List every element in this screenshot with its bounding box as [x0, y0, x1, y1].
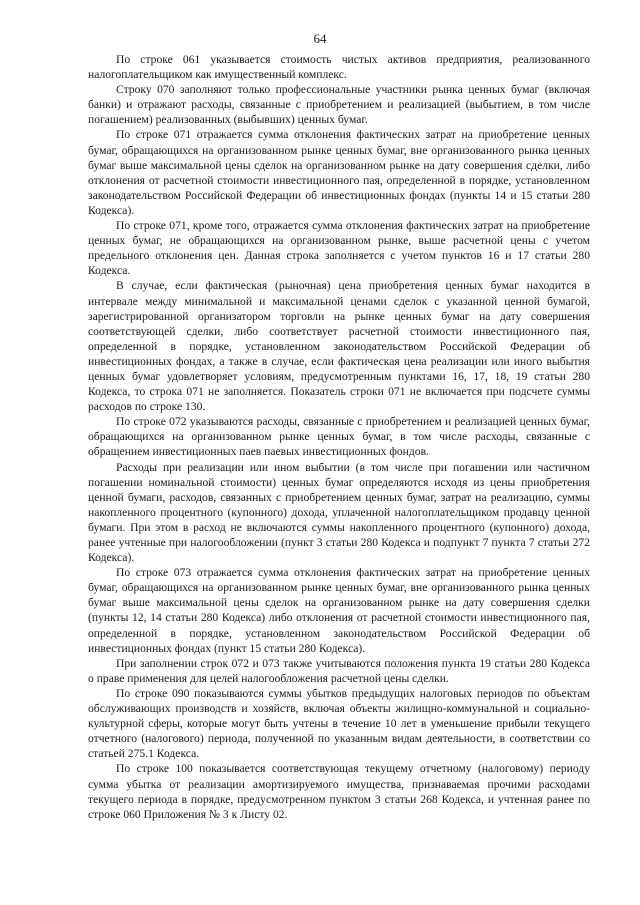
paragraph-market-price-case: В случае, если фактическая (рыночная) цена приобретения ценных бумаг находится в интервале между минимальной и максимальной ценами сделок с указанной ценной бумагой, зарегистрированной организатором торговли на рынке ценных бумаг на дату совершения соответствующей сделки, либо соответствует расчетной стоимости инвестиционного пая, определенной в порядке, установленном законодательством Российской Федерации об инвестиционных фондах, а также в случае, если фактическая цена реализации или иного выбытия ценных бумаг удовлетворяет условиям, предусмотренным пунктами 16, 17, 18, 19 статьи 280 Кодекса, то строка 071 не заполняется. Показатель строки 071 не включается при подсчете суммы расходов по строке 130. [88, 279, 590, 414]
paragraph-line-071-additional: По строке 071, кроме того, отражается сумма отклонения фактических затрат на приобретение ценных бумаг, не обращающихся на организованном рынке, выше расчетной цены с учетом предельного отклонения цен. Данная строка заполняется с учетом пунктов 16 и 17 статьи 280 Кодекса. [88, 219, 590, 278]
paragraph-line-090: По строке 090 показываются суммы убытков предыдущих налоговых периодов по объектам обслуживающих производств и хозяйств, включая объекты жилищно-коммунальной и социально-культурной сферы, которые могут быть учтены в течение 10 лет в уменьшение прибыли текущего отчетного (налогового) периода, полученной по указанным видам деятельности, в соответствии со статьей 275.1 Кодекса. [88, 686, 590, 761]
page-number: 64 [313, 31, 327, 46]
paragraph-line-061: По строке 061 указывается стоимость чистых активов предприятия, реализованного налогоплательщиком как имущественный комплекс. [88, 53, 590, 82]
paragraph-disposal-expenses: Расходы при реализации или ином выбытии (в том числе при погашении или частичном погашении номинальной стоимости) ценных бумаг определяются исходя из цены приобретения ценной бумаги, расходов, связанных с приобретением ценных бумаг, затрат на реализацию, суммы накопленного процентного (купонного) дохода, уплаченной налогоплательщиком продавцу ценной бумаги. При этом в расход не включаются суммы накопленного процентного (купонного) дохода, ранее учтенные при налогообложении (пункт 3 статьи 280 Кодекса и подпункт 7 пункта 7 статьи 272 Кодекса). [88, 460, 590, 565]
paragraph-lines-072-073: При заполнении строк 072 и 073 также учитываются положения пункта 19 статьи 280 Кодекса о праве применения для целей налогообложения расчетной цены сделки. [88, 656, 590, 685]
document-body [88, 52, 590, 822]
paragraph-line-071: По строке 071 отражается сумма отклонения фактических затрат на приобретение ценных бумаг, обращающихся на организованном рынке ценных бумаг, вне организованного рынка ценных бумаг выше максимальной цены сделок на организованном рынке на дату совершения сделки, либо отклонения от расчетной стоимости инвестиционного пая, определенной в порядке, установленном законодательством Российской Федерации об инвестиционных фондах (пункты 14 и 15 статьи 280 Кодекса). [88, 128, 590, 217]
paragraph-line-070: Строку 070 заполняют только профессиональные участники рынка ценных бумаг (включая банки) и отражают расходы, связанные с приобретением и реализацией (выбытием, в том числе погашением) реализованных (выбывших) ценных бумаг. [88, 83, 590, 127]
paragraph-line-073: По строке 073 отражается сумма отклонения фактических затрат на приобретение ценных бумаг, обращающихся на организованном рынке ценных бумаг, вне организованного рынка ценных бумаг выше максимальной цены сделок на организованном рынке на дату совершения сделки (пункты 12, 14 статьи 280 Кодекса) либо отклонения от расчетной стоимости инвестиционного пая, определенной в порядке, установленном законодательством Российской Федерации об инвестиционных фондах (пункт 15 статьи 280 Кодекса). [88, 566, 590, 655]
paragraph-line-072: По строке 072 указываются расходы, связанные с приобретением и реализацией ценных бумаг, обращающихся на организованном рынке ценных бумаг, в том числе расходы, связанные с обращением инвестиционных паев паевых инвестиционных фондов. [88, 415, 590, 459]
paragraph-line-100: По строке 100 показывается соответствующая текущему отчетному (налоговому) периоду сумма убытка от реализации амортизируемого имущества, признаваемая прочими расходами текущего периода в порядке, предусмотренном пунктом 3 статьи 268 Кодекса, и учтенная ранее по строке 060 Приложения № 3 к Листу 02. [88, 762, 590, 821]
